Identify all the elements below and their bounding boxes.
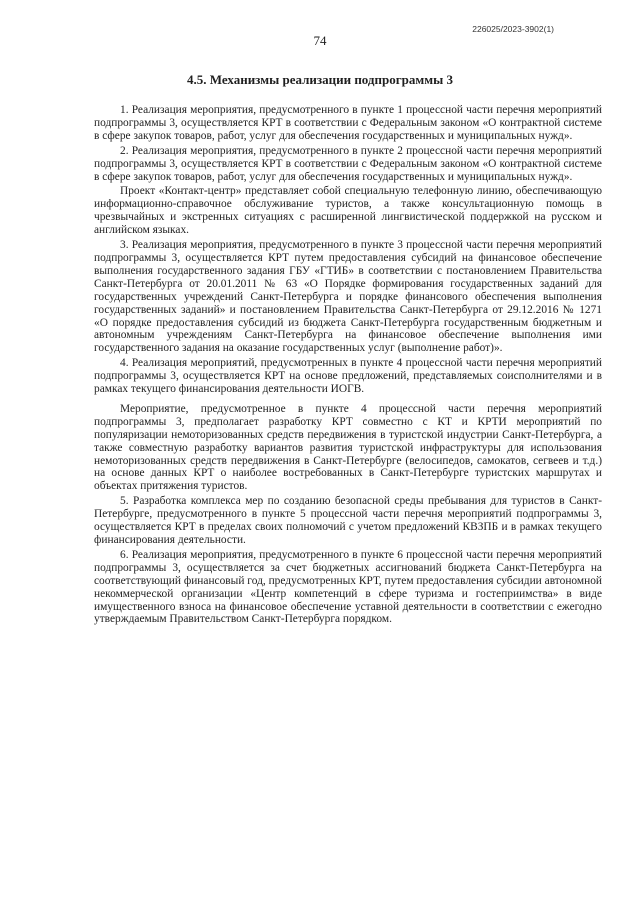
- paragraph-6: 6. Реализация мероприятия, предусмотренного в пункте 6 процессной части перечня мероприятий подпрограммы 3, осуществляется за счет бюджетных ассигнований бюджета Санкт-Петербурга на соответствующий финансовый год, предусмотренных КРТ, путем предоставления субсидии автономной некоммерческой организации «Центр компетенций в сфере туризма и гостеприимства» в виде имущественного взноса на финансовое обеспечение уставной деятельности в соответствии с ежегодно утверждаемым Правительством Санкт-Петербурга порядком.: [94, 548, 602, 626]
- paragraph-3: 3. Реализация мероприятия, предусмотренного в пункте 3 процессной части перечня мероприятий подпрограммы 3, осуществляется КРТ путем предоставления субсидий на финансовое обеспечение выполнения государственного задания ГБУ «ГТИБ» в соответствии с постановлением Правительства Санкт-Петербурга от 20.01.2011 № 63 «О Порядке формирования государственных заданий для государственных учреждений Санкт-Петербурга и порядке финансового обеспечения выполнения государственных заданий» и постановлением Правительства Санкт-Петербурга от 29.12.2016 № 1271 «О порядке предоставления субсидий из бюджета Санкт-Петербурга государственным бюджетным и автономным учреждениям Санкт-Петербурга на финансовое обеспечение выполнения ими государственного задания на оказание государственных услуг (выполнение работ)».: [94, 239, 602, 355]
- page-number: 74: [313, 33, 327, 48]
- paragraph-4-event: Мероприятие, предусмотренное в пункте 4 процессной части перечня мероприятий подпрограммы 3, предполагает разработку КРТ совместно с КТ и КРТИ мероприятий по популяризации немоторизованных средств передвижения в туристской индустрии Санкт-Петербурга, а также совместную разработку вариантов развития туристской инфраструктуры для использования немоторизованных средств передвижения в Санкт-Петербурге (велосипедов, самокатов, сегвеев и т.д.) на основе данных КРТ о наиболее востребованных в Санкт-Петербурге туристских маршрутах и объектах притяжения туристов.: [94, 402, 602, 493]
- section-heading: 4.5. Механизмы реализации подпрограммы 3: [187, 72, 453, 87]
- document-body: [94, 104, 602, 628]
- paragraph-5: 5. Разработка комплекса мер по созданию безопасной среды пребывания для туристов в Санкт-Петербурге, предусмотренного в пункте 5 процессной части перечня мероприятий подпрограммы 3, осуществляется КРТ в пределах своих полномочий с учетом предложений КВЗПБ и в рамках текущего финансирования деятельности.: [94, 495, 602, 546]
- paragraph-2: 2. Реализация мероприятия, предусмотренного в пункте 2 процессной части перечня мероприятий подпрограммы 3, осуществляется КРТ в соответствии с Федеральным законом «О контрактной системе в сфере закупок товаров, работ, услуг для обеспечения государственных и муниципальных нужд».: [94, 144, 602, 183]
- document-id: 226025/2023-3902(1): [472, 24, 554, 34]
- paragraph-1: 1. Реализация мероприятия, предусмотренного в пункте 1 процессной части перечня мероприятий подпрограммы 3, осуществляется КРТ в соответствии с Федеральным законом «О контрактной системе в сфере закупок товаров, работ, услуг для обеспечения государственных и муниципальных нужд».: [94, 104, 602, 142]
- paragraph-4: 4. Реализация мероприятий, предусмотренных в пункте 4 процессной части перечня мероприятий подпрограммы 3, осуществляется КРТ на основе предложений, представляемых соисполнителями и в рамках текущего финансирования деятельности ИОГВ.: [94, 357, 602, 396]
- paragraph-contact-center: Проект «Контакт-центр» представляет собой специальную телефонную линию, обеспечивающую информационно-справочное обслуживание туристов, а также консультационную помощь в чрезвычайных и экстренных ситуациях с расширенной лингвистической поддержкой на русском и английском языках.: [94, 185, 602, 237]
